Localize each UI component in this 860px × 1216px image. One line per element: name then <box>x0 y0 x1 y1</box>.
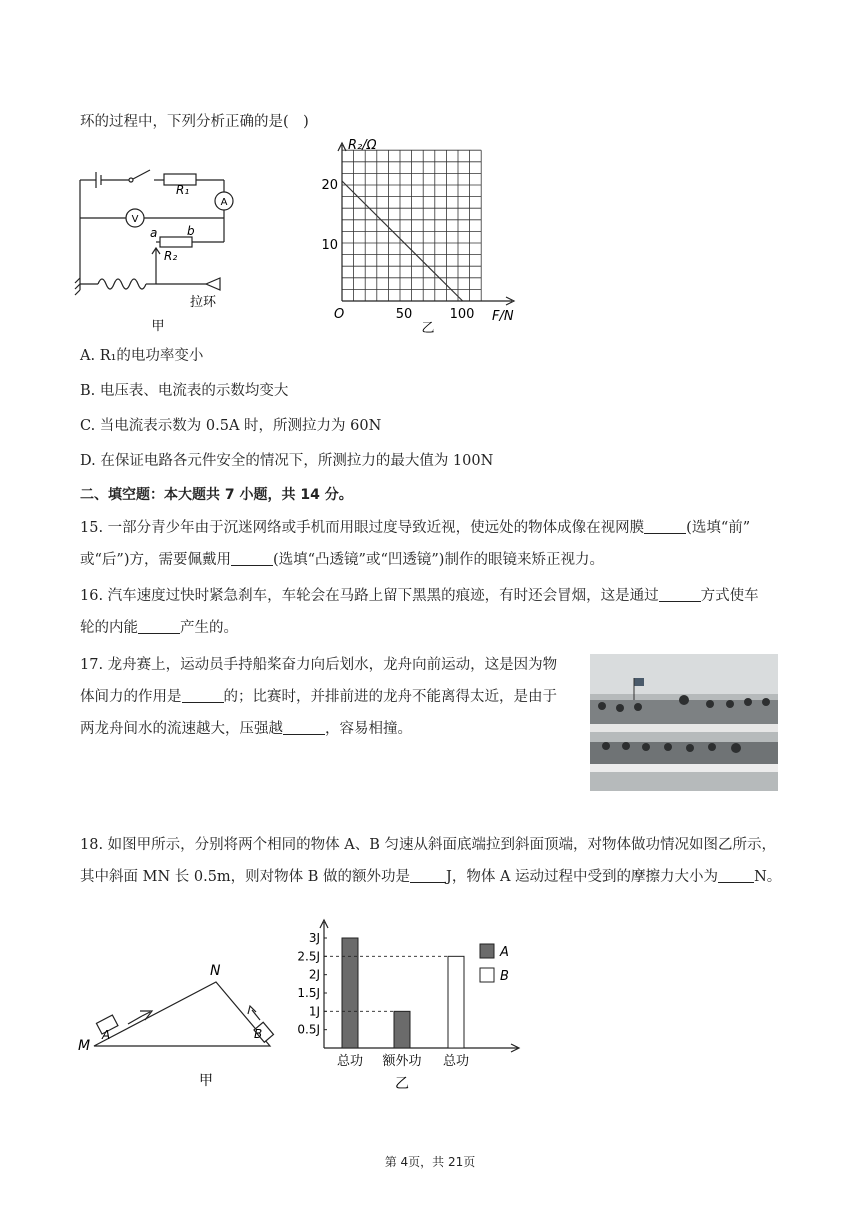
option-c: C. 当电流表示数为 0.5A 时，所测拉力为 60N <box>80 418 382 434</box>
y-tick-label: 2J <box>308 967 320 982</box>
label-n: N <box>210 963 221 979</box>
option-b: B. 电压表、电流表的示数均变大 <box>80 383 289 399</box>
question-16-line-1: 16. 汽车速度过快时紧急刹车，车轮会在马路上留下黑黑的痕迹，有时还会冒烟，这是通过 方式使车 <box>80 588 759 604</box>
y-tick-label: 0.5J <box>297 1022 320 1037</box>
graph-caption: 乙 <box>421 321 435 335</box>
ammeter-label: A <box>220 197 228 208</box>
page-footer: 第 4页，共 21页 <box>384 1155 476 1169</box>
label-m: M <box>78 1038 91 1054</box>
question-17-line-3: 两龙舟间水的流速越大，压强越 ，容易相撞。 <box>80 721 412 737</box>
question-17-line-2: 体间力的作用是 的；比赛时，并排前进的龙舟不能离得太近，是由于 <box>80 689 557 705</box>
label-b: B <box>254 1027 263 1041</box>
circuit-diagram <box>74 160 244 335</box>
label-a: A <box>102 1028 111 1042</box>
bar-a-1 <box>394 1011 410 1048</box>
graph-ytick-10: 10 <box>321 238 338 253</box>
question-15-line-1: 15. 一部分青少年由于沉迷网络或手机而用眼过度导致近视，使远处的物体成像在视网膜 (选填“前” <box>80 520 751 536</box>
legend-swatch-a <box>480 944 494 958</box>
dragon-boat-photo <box>590 654 778 791</box>
pull-ring-label: 拉环 <box>190 295 217 310</box>
question-18-line-2: 其中斜面 MN 长 0.5m，则对物体 B 做的额外功是 J，物体 A 运动过程中受到的摩擦力大小为 N。 <box>80 869 782 885</box>
voltmeter-label: V <box>131 214 139 225</box>
y-tick-label: 2.5J <box>297 949 320 964</box>
x-tick-label: 额外功 <box>382 1054 422 1069</box>
graph-origin: O <box>334 307 345 322</box>
x-tick-label: 总功 <box>336 1054 364 1069</box>
b-label: b <box>187 224 195 238</box>
legend-swatch-b <box>480 968 494 982</box>
option-d: D. 在保证电路各元件安全的情况下，所测拉力的最大值为 100N <box>80 453 494 469</box>
legend-label-a: A <box>500 945 509 960</box>
graph-ytick-20: 20 <box>321 178 338 193</box>
question-15-line-2: 或“后”)方，需要佩戴用 (选填“凸透镜”或“凹透镜”)制作的眼镜来矫正视力。 <box>80 552 604 568</box>
chart-caption: 乙 <box>395 1076 409 1092</box>
y-tick-label: 3J <box>308 931 320 945</box>
graph-xtick-50: 50 <box>395 307 413 322</box>
question-16-line-2: 轮的内能 产生的。 <box>80 620 238 636</box>
work-bar-chart <box>284 918 534 1096</box>
circuit-caption: 甲 <box>151 319 165 334</box>
bar-b-2 <box>448 956 464 1048</box>
section-heading: 二、填空题：本大题共 7 小题，共 14 分。 <box>80 487 353 503</box>
legend-label-b: B <box>500 969 509 984</box>
a-label: a <box>150 226 158 240</box>
graph-xlabel: F/N <box>492 309 514 324</box>
y-tick-label: 1J <box>308 1004 320 1019</box>
r2-label: R₂ <box>164 249 178 263</box>
question-18-line-1: 18. 如图甲所示，分别将两个相同的物体 A、B 匀速从斜面底端拉到斜面顶端，对物体做功情况如图乙所示， <box>80 837 777 853</box>
incline-caption: 甲 <box>199 1073 213 1089</box>
question-14-stem: 环的过程中，下列分析正确的是( ) <box>80 114 309 130</box>
x-tick-label: 总功 <box>442 1054 470 1069</box>
bar-a-0 <box>342 938 358 1048</box>
option-a: A. R₁的电功率变小 <box>80 348 204 364</box>
graph-xtick-100: 100 <box>449 307 475 322</box>
r1-label: R₁ <box>176 183 190 197</box>
question-17-line-1: 17. 龙舟赛上，运动员手持船桨奋力向后划水，龙舟向前运动，这是因为物 <box>80 657 558 673</box>
incline-diagram <box>76 958 276 1093</box>
resistance-force-graph <box>320 135 530 335</box>
graph-ylabel: R₂/Ω <box>348 138 377 153</box>
y-tick-label: 1.5J <box>297 986 320 1000</box>
